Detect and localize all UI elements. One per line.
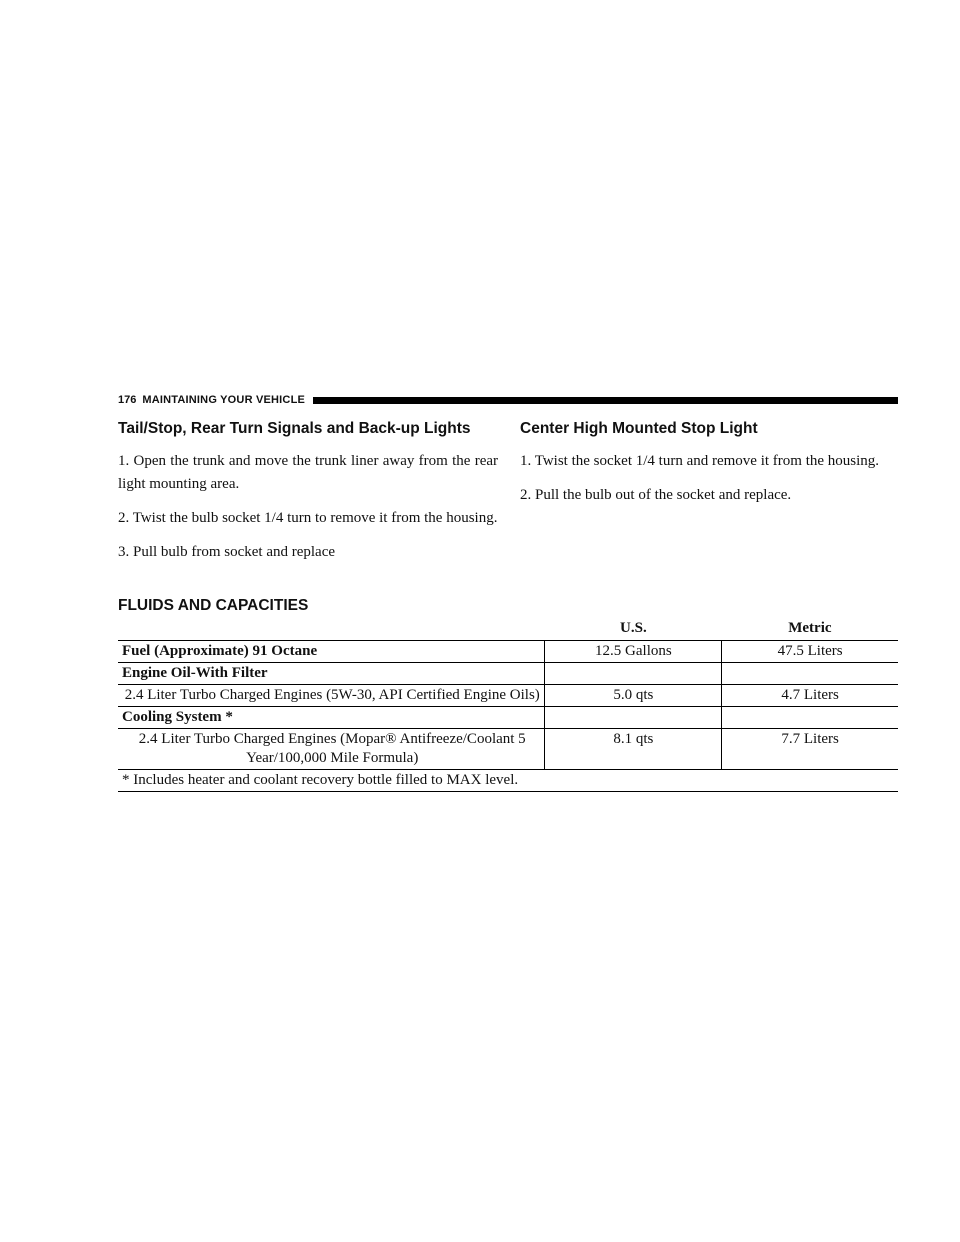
row-us: 5.0 qts — [545, 685, 722, 707]
column-header-metric: Metric — [722, 618, 898, 641]
row-us: 12.5 Gallons — [545, 641, 722, 663]
header-rule — [313, 397, 898, 404]
row-metric — [722, 707, 898, 729]
table-row — [118, 729, 898, 770]
capacities-table — [118, 618, 898, 792]
row-us: 8.1 qts — [545, 729, 722, 770]
right-column — [520, 420, 900, 518]
page-header — [118, 391, 898, 409]
row-label: 2.4 Liter Turbo Charged Engines (Mopar® Antifreeze/Coolant 5 Year/100,000 Mile Formula) — [118, 729, 545, 770]
left-column — [118, 420, 498, 575]
table-row — [118, 641, 898, 663]
row-label: Cooling System * — [118, 707, 545, 729]
row-metric: 7.7 Liters — [722, 729, 898, 770]
table-row — [118, 707, 898, 729]
table-footnote: * Includes heater and coolant recovery bottle filled to MAX level. — [118, 770, 898, 792]
page-number: 176 — [118, 394, 137, 406]
section-title: MAINTAINING YOUR VEHICLE — [142, 394, 306, 406]
row-label: Fuel (Approximate) 91 Octane — [118, 641, 545, 663]
table-row — [118, 663, 898, 685]
right-step-2: 2. Pull the bulb out of the socket and replace. — [520, 487, 792, 503]
row-metric: 4.7 Liters — [722, 685, 898, 707]
row-metric: 47.5 Liters — [722, 641, 898, 663]
right-step-1: 1. Twist the socket 1/4 turn and remove it from the housing. — [520, 453, 880, 469]
row-label: Engine Oil-With Filter — [118, 663, 545, 685]
row-us — [545, 707, 722, 729]
left-step-2: 2. Twist the bulb socket 1/4 turn to remove it from the housing. — [118, 510, 498, 526]
column-header-us: U.S. — [545, 618, 722, 641]
left-step-1: 1. Open the trunk and move the trunk liner away from the rear light mounting area. — [118, 453, 498, 492]
table-header-row — [118, 618, 898, 641]
row-us — [545, 663, 722, 685]
row-metric — [722, 663, 898, 685]
row-label: 2.4 Liter Turbo Charged Engines (5W-30, API Certified Engine Oils) — [118, 685, 545, 707]
stop-light-heading: Center High Mounted Stop Light — [520, 420, 758, 437]
left-step-3: 3. Pull bulb from socket and replace — [118, 544, 336, 560]
fluids-title: FLUIDS AND CAPACITIES — [118, 597, 309, 614]
tail-lights-heading: Tail/Stop, Rear Turn Signals and Back-up Lights — [118, 420, 471, 437]
table-footnote-row — [118, 770, 898, 792]
table-header-blank — [118, 618, 545, 641]
table-row — [118, 685, 898, 707]
